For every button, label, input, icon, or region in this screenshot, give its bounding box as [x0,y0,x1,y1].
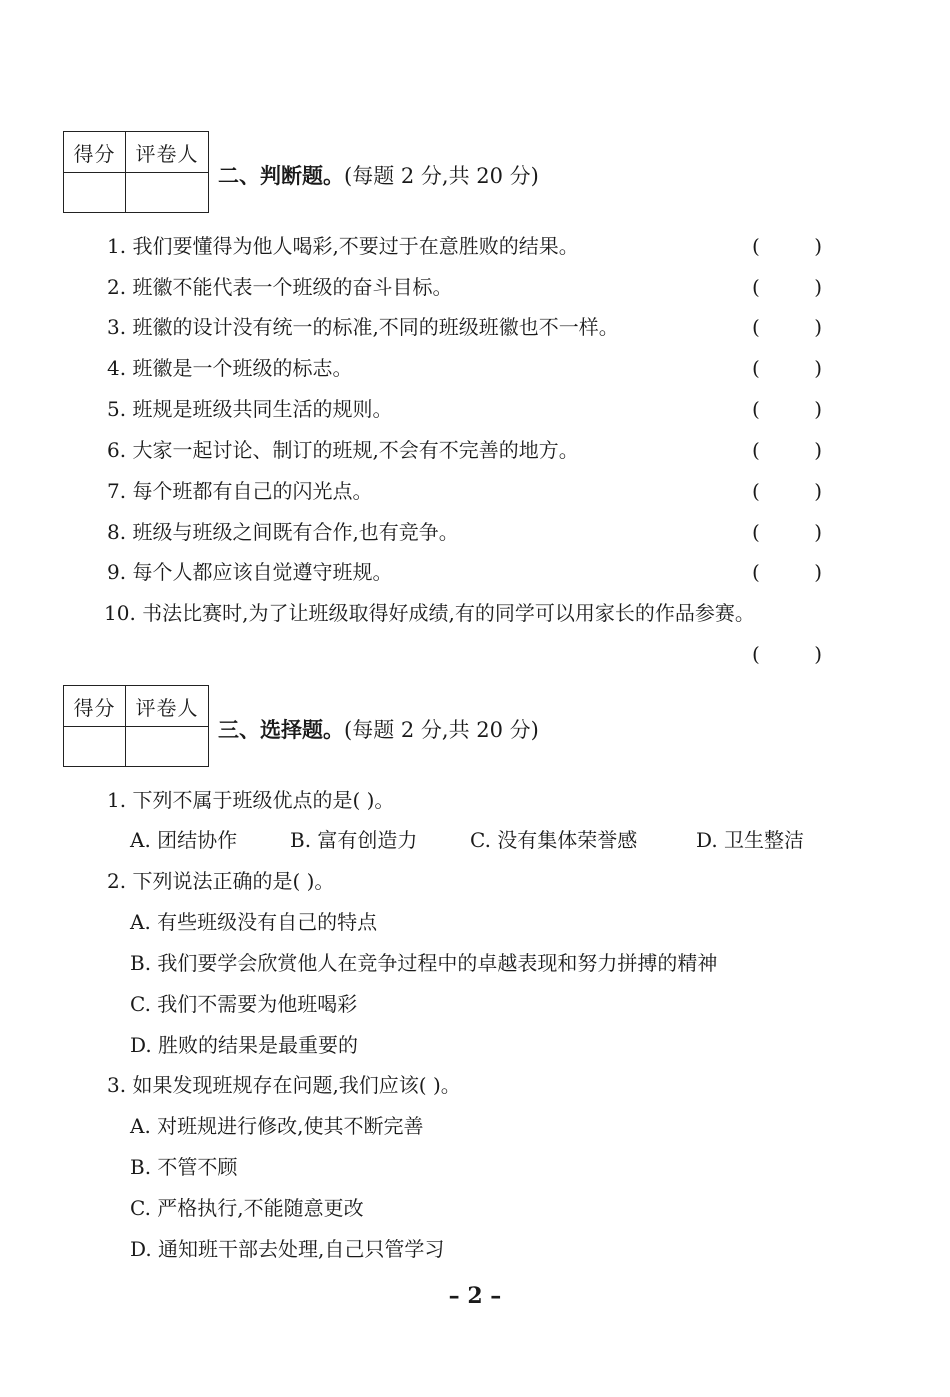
grader-cell[interactable] [126,727,208,766]
question-2-option-b[interactable]: B. 我们要学会欣赏他人在竞争过程中的卓越表现和努力拼搏的精神 [130,951,718,975]
judge-item-4: 4. 班徽是一个班级的标志。 [107,356,353,380]
score-cell[interactable] [64,727,126,766]
question-2-option-d[interactable]: D. 胜败的结果是最重要的 [130,1033,359,1057]
judge-item-10: 10. 书法比赛时,为了让班级取得好成绩,有的同学可以用家长的作品参赛。 [104,601,755,625]
score-label: 得分 [64,132,126,173]
judge-item-3: 3. 班徽的设计没有统一的标准,不同的班级班徽也不一样。 [107,315,619,339]
question-3-option-c[interactable]: C. 严格执行,不能随意更改 [130,1196,364,1220]
judge-item-9: 9. 每个人都应该自觉遵守班规。 [107,560,393,584]
answer-blank-3[interactable]: ( ) [752,315,822,339]
answer-blank-6[interactable]: ( ) [752,438,822,462]
section2-title [218,160,539,190]
question-1-stem: 1. 下列不属于班级优点的是( )。 [107,788,395,812]
question-2-stem: 2. 下列说法正确的是( )。 [107,869,335,893]
section2-note: (每题 2 分,共 20 分) [344,164,539,188]
judge-item-6: 6. 大家一起讨论、制订的班规,不会有不完善的地方。 [107,438,579,462]
judge-item-2: 2. 班徽不能代表一个班级的奋斗目标。 [107,275,453,299]
judge-item-1: 1. 我们要懂得为他人喝彩,不要过于在意胜败的结果。 [107,234,579,258]
answer-blank-4[interactable]: ( ) [752,356,822,380]
question-3-stem: 3. 如果发现班规存在问题,我们应该( )。 [107,1073,461,1097]
score-box-section3 [63,685,209,767]
section3-note: (每题 2 分,共 20 分) [344,718,539,742]
question-1-option-c[interactable]: C. 没有集体荣誉感 [470,828,638,852]
score-box-section2 [63,131,209,213]
answer-blank-10[interactable]: ( ) [752,642,822,666]
section2-heading: 二、判断题。 [218,164,344,188]
section3-heading: 三、选择题。 [218,718,344,742]
answer-blank-5[interactable]: ( ) [752,397,822,421]
question-2-option-a[interactable]: A. 有些班级没有自己的特点 [130,910,378,934]
page-number: – 2 – [448,1283,502,1309]
question-3-option-a[interactable]: A. 对班规进行修改,使其不断完善 [130,1114,424,1138]
section3-title [218,714,539,744]
grader-label: 评卷人 [126,686,208,727]
judge-item-8: 8. 班级与班级之间既有合作,也有竞争。 [107,520,459,544]
answer-blank-9[interactable]: ( ) [752,560,822,584]
grader-cell[interactable] [126,173,208,212]
judge-item-7: 7. 每个班都有自己的闪光点。 [107,479,373,503]
score-cell[interactable] [64,173,126,212]
score-label: 得分 [64,686,126,727]
question-2-option-c[interactable]: C. 我们不需要为他班喝彩 [130,992,358,1016]
question-3-option-b[interactable]: B. 不管不顾 [130,1155,238,1179]
answer-blank-8[interactable]: ( ) [752,520,822,544]
answer-blank-1[interactable]: ( ) [752,234,822,258]
question-1-option-d[interactable]: D. 卫生整洁 [696,828,805,852]
question-3-option-d[interactable]: D. 通知班干部去处理,自己只管学习 [130,1237,445,1261]
answer-blank-2[interactable]: ( ) [752,275,822,299]
question-1-option-a[interactable]: A. 团结协作 [130,828,238,852]
question-1-option-b[interactable]: B. 富有创造力 [290,828,418,852]
judge-item-5: 5. 班规是班级共同生活的规则。 [107,397,393,421]
grader-label: 评卷人 [126,132,208,173]
answer-blank-7[interactable]: ( ) [752,479,822,503]
